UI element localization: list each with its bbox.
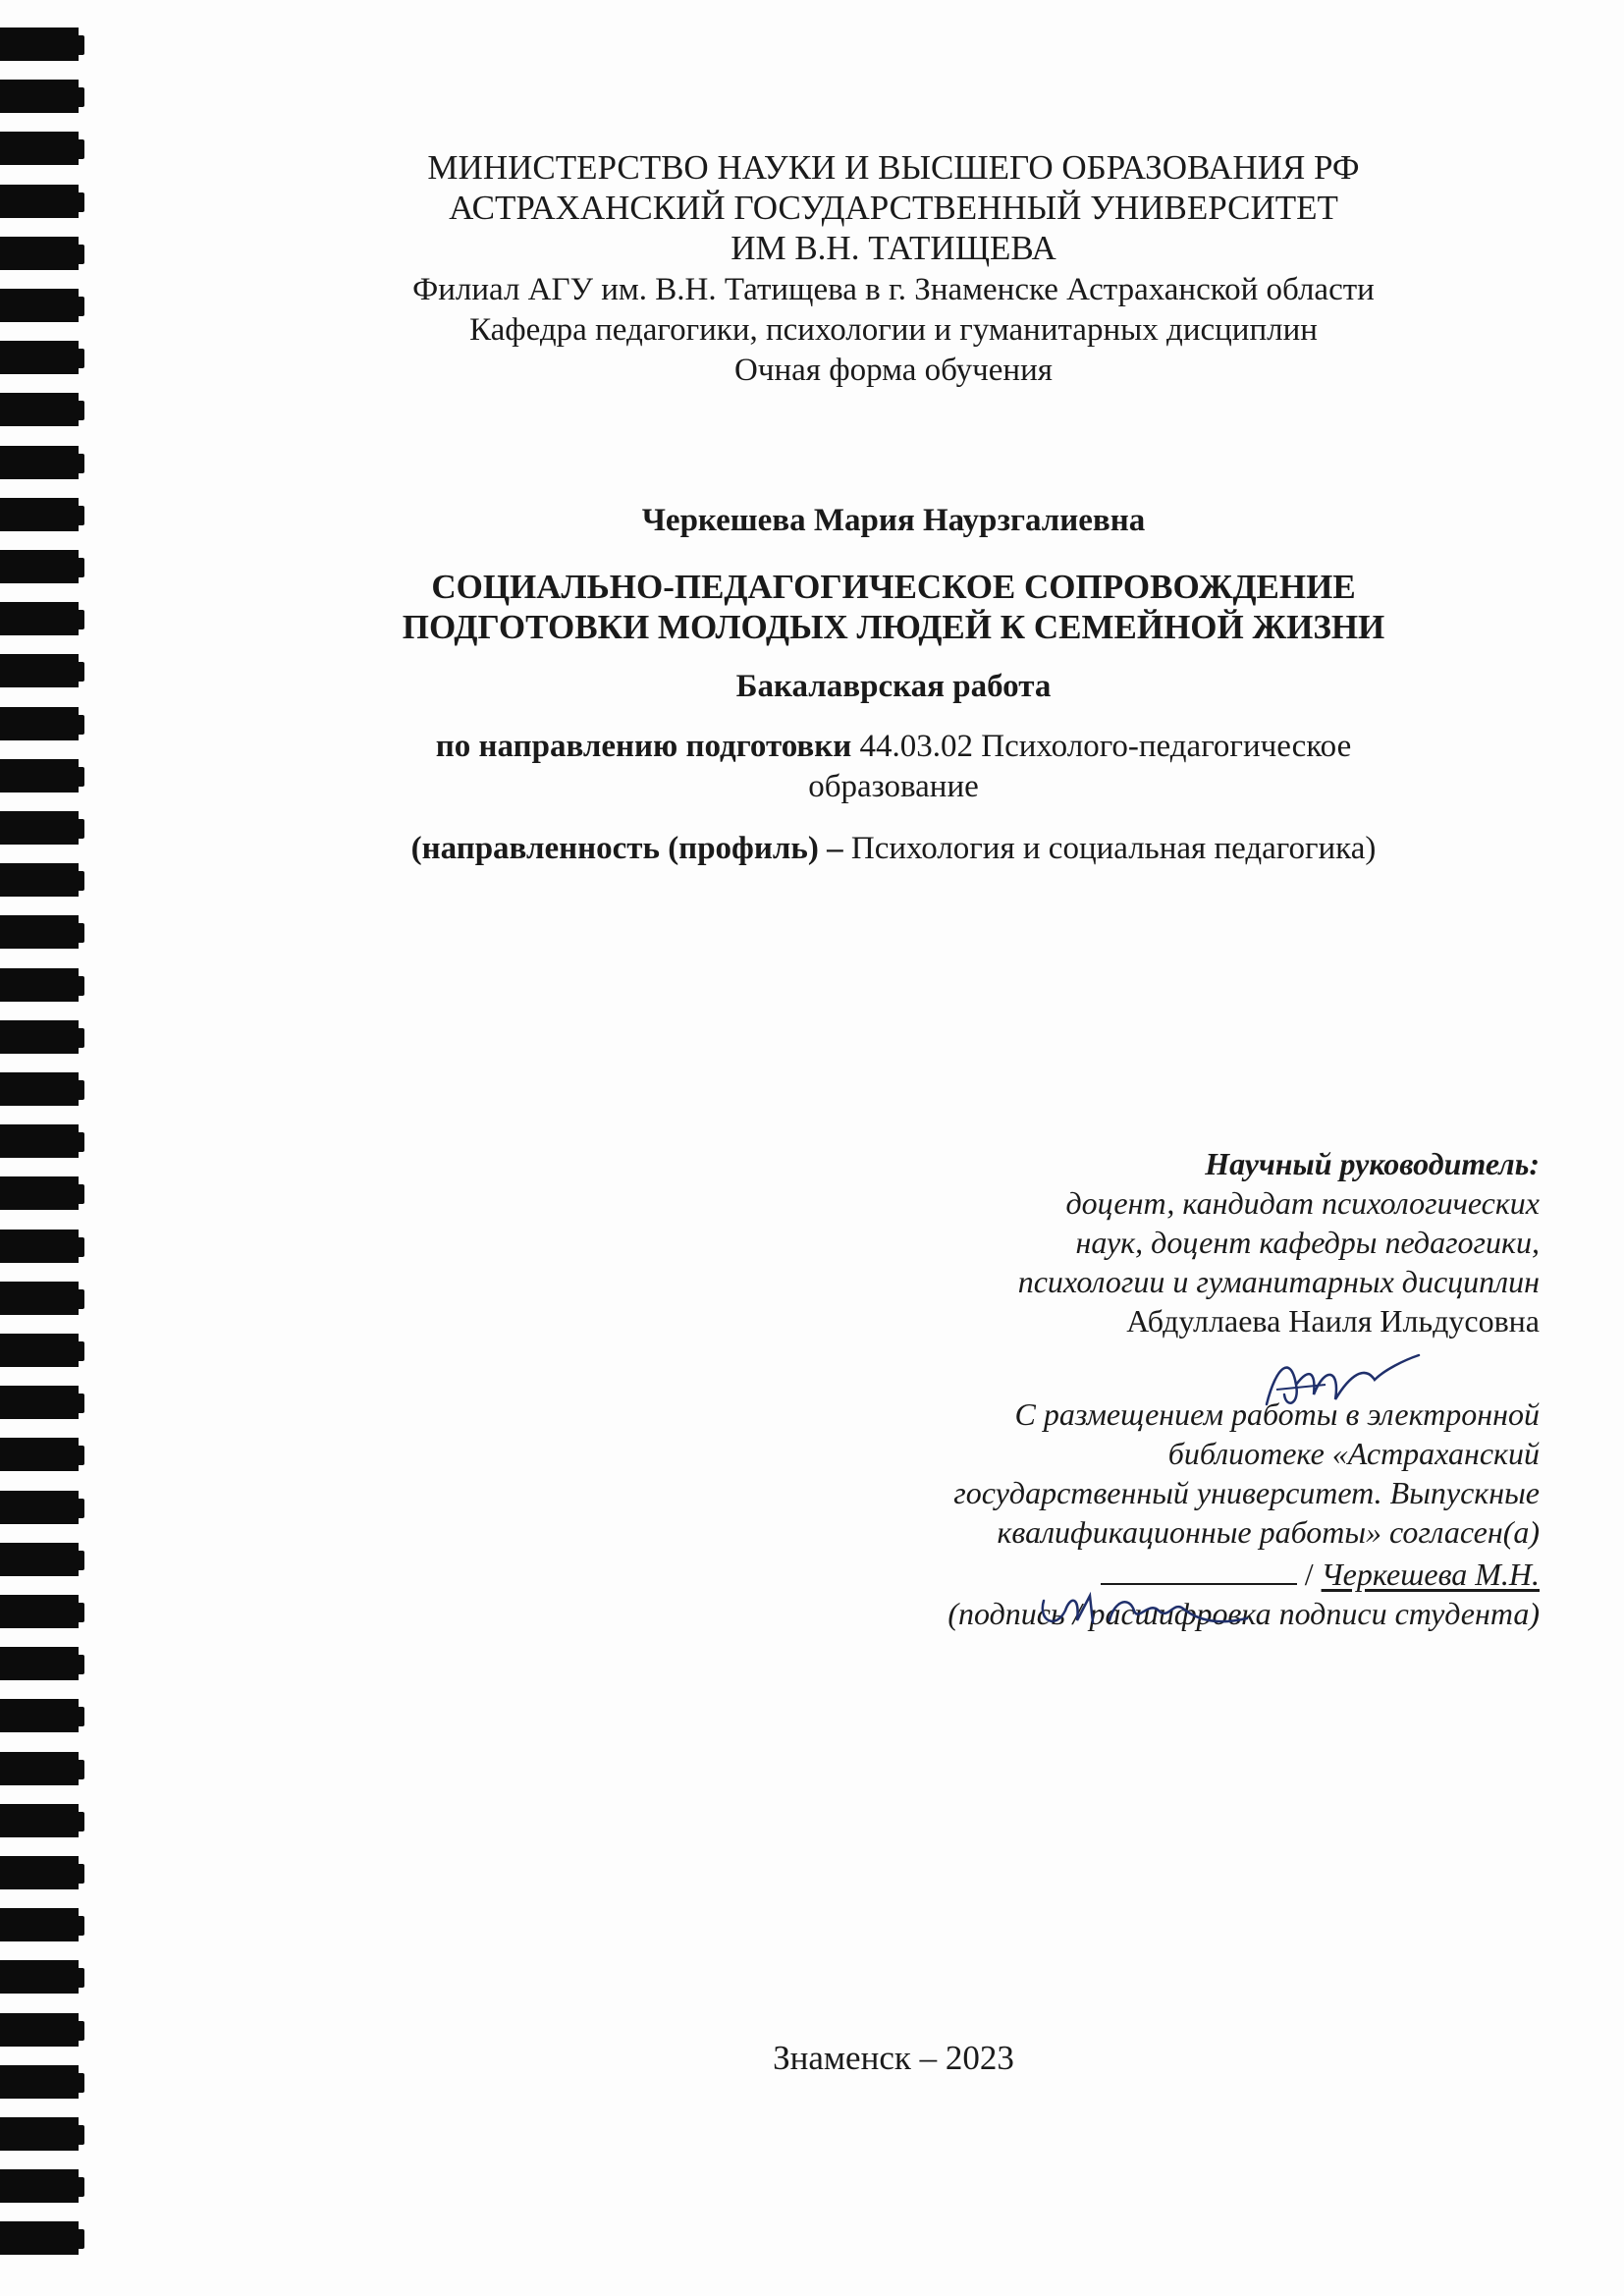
institution-header bbox=[177, 147, 1610, 391]
binding-ring bbox=[0, 707, 79, 740]
binding-ring bbox=[0, 602, 79, 635]
binding-ring bbox=[0, 968, 79, 1002]
binding-ring bbox=[0, 1908, 79, 1941]
consent-line-1: С размещением работы в электронной bbox=[1014, 1396, 1540, 1432]
binding-ring bbox=[0, 132, 79, 165]
binding-ring bbox=[0, 185, 79, 218]
binding-ring bbox=[0, 1804, 79, 1837]
branch-line: Филиал АГУ им. В.Н. Татищева в г. Знаменске Астраханской области bbox=[412, 272, 1375, 307]
department-line: Кафедра педагогики, психологии и гуманитарных дисциплин bbox=[469, 312, 1318, 348]
author-name: Черкешева Мария Наурзгалиевна bbox=[641, 503, 1146, 538]
supervisor-block bbox=[656, 1144, 1540, 1340]
binding-ring bbox=[0, 446, 79, 479]
binding-ring bbox=[0, 1960, 79, 1994]
binding-ring bbox=[0, 759, 79, 793]
footer bbox=[550, 2038, 1237, 2078]
binding-ring bbox=[0, 27, 79, 61]
supervisor-heading: Научный руководитель: bbox=[1205, 1146, 1540, 1181]
binding-ring bbox=[0, 393, 79, 426]
binding-ring bbox=[0, 1282, 79, 1315]
binding-ring bbox=[0, 863, 79, 897]
consent-line-2: библиотеке «Астраханский bbox=[1167, 1436, 1540, 1471]
binding-ring bbox=[0, 1230, 79, 1263]
binding-ring bbox=[0, 1699, 79, 1732]
supervisor-line-1: доцент, кандидат психологических bbox=[1065, 1185, 1540, 1221]
student-signature bbox=[1036, 1581, 1252, 1640]
binding-ring bbox=[0, 1647, 79, 1680]
signature-caption: (подпись / расшифровка подписи студента) bbox=[947, 1596, 1540, 1631]
work-block bbox=[177, 501, 1610, 869]
supervisor-line-3: психологии и гуманитарных дисциплин bbox=[1017, 1264, 1540, 1299]
named-after-line: ИМ В.Н. ТАТИЩЕВА bbox=[731, 229, 1056, 267]
binding-ring bbox=[0, 1124, 79, 1158]
binding-ring bbox=[0, 1176, 79, 1210]
binding-ring bbox=[0, 811, 79, 845]
spiral-binding bbox=[0, 0, 88, 2296]
binding-ring bbox=[0, 341, 79, 374]
binding-ring bbox=[0, 1020, 79, 1054]
binding-ring bbox=[0, 1386, 79, 1419]
direction-label: по направлению подготовки bbox=[435, 729, 852, 764]
binding-ring bbox=[0, 1334, 79, 1367]
binding-ring bbox=[0, 237, 79, 270]
supervisor-line-2: наук, доцент кафедры педагогики, bbox=[1075, 1225, 1540, 1260]
consent-line-4: квалификационные работы» согласен(а) bbox=[997, 1514, 1540, 1550]
supervisor-name: Абдуллаева Наиля Ильдусовна bbox=[1126, 1303, 1540, 1339]
ministry-line: МИНИСТЕРСТВО НАУКИ И ВЫСШЕГО ОБРАЗОВАНИЯ РФ bbox=[427, 148, 1360, 187]
binding-ring bbox=[0, 1438, 79, 1471]
binding-ring bbox=[0, 2013, 79, 2047]
binding-ring bbox=[0, 915, 79, 949]
binding-ring bbox=[0, 2169, 79, 2203]
city-year: Знаменск – 2023 bbox=[773, 2039, 1014, 2077]
binding-ring bbox=[0, 550, 79, 583]
profile-line bbox=[177, 829, 1610, 869]
binding-ring bbox=[0, 654, 79, 687]
title-line-2: ПОДГОТОВКИ МОЛОДЫХ ЛЮДЕЙ К СЕМЕЙНОЙ ЖИЗНИ bbox=[402, 608, 1385, 646]
binding-ring bbox=[0, 1856, 79, 1889]
student-signature-blank bbox=[1101, 1552, 1297, 1585]
binding-ring bbox=[0, 498, 79, 531]
signature-separator: / bbox=[1304, 1557, 1314, 1592]
work-type: Бакалаврская работа bbox=[735, 669, 1052, 704]
binding-ring bbox=[0, 2065, 79, 2099]
profile-label: (направленность (профиль) – bbox=[410, 831, 843, 866]
study-form-line: Очная форма обучения bbox=[734, 353, 1053, 388]
student-name-decoded: Черкешева М.Н. bbox=[1321, 1557, 1540, 1592]
direction-value-cont: образование bbox=[808, 769, 979, 804]
binding-ring bbox=[0, 80, 79, 113]
consent-line-3: государственный университет. Выпускные bbox=[953, 1475, 1540, 1510]
binding-ring bbox=[0, 1595, 79, 1628]
binding-ring bbox=[0, 1752, 79, 1785]
binding-ring bbox=[0, 1491, 79, 1524]
profile-value: Психология и социальная педагогика) bbox=[850, 831, 1377, 866]
binding-ring bbox=[0, 2221, 79, 2255]
binding-ring bbox=[0, 1543, 79, 1576]
binding-ring bbox=[0, 1072, 79, 1106]
university-line: АСТРАХАНСКИЙ ГОСУДАРСТВЕННЫЙ УНИВЕРСИТЕТ bbox=[449, 189, 1338, 227]
binding-ring bbox=[0, 289, 79, 322]
direction-line bbox=[177, 727, 1610, 767]
direction-value: 44.03.02 Психолого-педагогическое bbox=[859, 729, 1352, 764]
title-line-1: СОЦИАЛЬНО-ПЕДАГОГИЧЕСКОЕ СОПРОВОЖДЕНИЕ bbox=[431, 568, 1356, 606]
binding-ring bbox=[0, 2117, 79, 2151]
